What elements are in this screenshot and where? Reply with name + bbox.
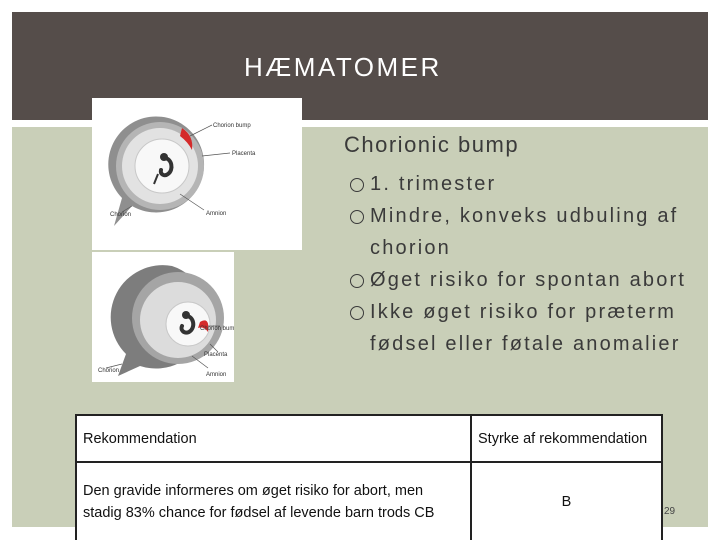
label-chorion-2: Chorion: [98, 368, 120, 374]
page-number: 29: [664, 506, 676, 517]
chorion-bump-diagram-2: [92, 252, 234, 382]
bullet-item: Øget risiko for spontan abort: [348, 264, 698, 296]
label-chorion-bump-2: Chorion bump: [200, 326, 234, 332]
diagram-1-svg: [92, 98, 302, 250]
bullet-circle-icon: [350, 274, 364, 288]
bullet-circle-icon: [350, 210, 364, 224]
cell-strength: B: [471, 462, 662, 540]
chorion-bump-diagram-1: [92, 98, 302, 250]
label-chorion-1: Chorion: [110, 212, 132, 218]
label-amnion-2: Amnion: [206, 372, 227, 378]
diagram-2-svg: [92, 252, 234, 382]
cell-recommendation: Den gravide informeres om øget risiko for abort, men stadig 83% chance for fødsel af levende barn trods CB: [76, 462, 471, 540]
header-strength: Styrke af rekommendation: [471, 415, 662, 462]
label-placenta-1: Placenta: [232, 151, 256, 157]
section-heading: Chorionic bump: [344, 132, 520, 157]
bullet-circle-icon: [350, 306, 364, 320]
header-recommendation: Rekommendation: [76, 415, 471, 462]
table-row: [76, 462, 662, 540]
bullet-item: Mindre, konveks udbuling af chorion: [348, 200, 698, 264]
bullet-item: Ikke øget risiko for præterm fødsel eller føtale anomalier: [348, 296, 698, 360]
label-amnion-1: Amnion: [206, 211, 227, 217]
bullet-list: [348, 168, 698, 360]
bullet-item: 1. trimester: [348, 168, 698, 200]
recommendation-table: [75, 414, 663, 540]
slide-title: HÆMATOMER: [244, 52, 442, 82]
label-chorion-bump-1: Chorion bump: [213, 123, 251, 129]
bullet-circle-icon: [350, 178, 364, 192]
label-placenta-2: Placenta: [204, 352, 228, 358]
table-header-row: [76, 415, 662, 462]
